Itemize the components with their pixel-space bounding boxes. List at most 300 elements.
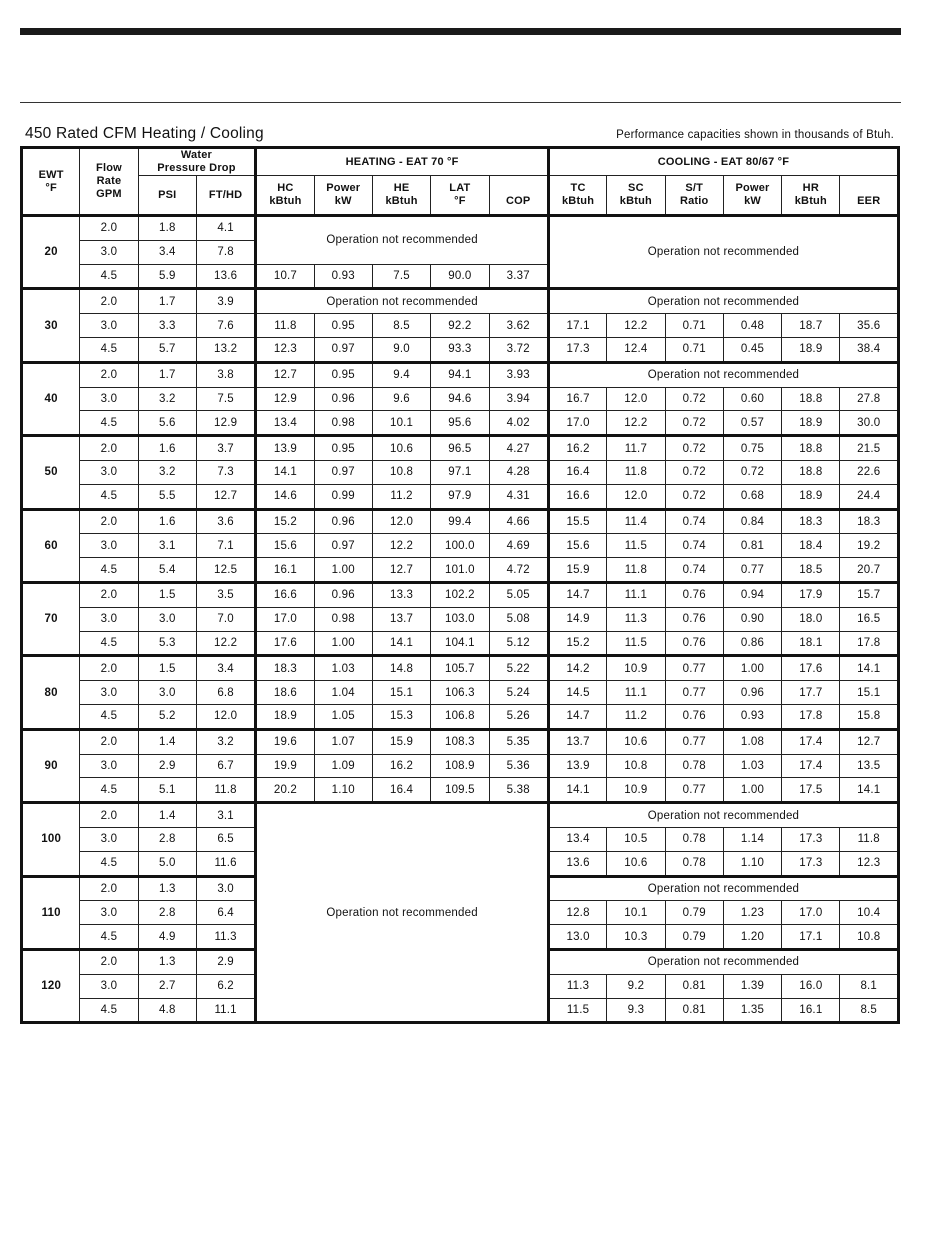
- cooling-cell: 21.5: [840, 436, 899, 461]
- heating-cell: 0.95: [314, 314, 372, 338]
- heating-cell: 92.2: [431, 314, 489, 338]
- cooling-cell: 1.20: [723, 925, 781, 950]
- cooling-cell: 14.2: [548, 656, 606, 681]
- gpm-cell: 2.0: [80, 436, 138, 461]
- gpm-cell: 2.0: [80, 289, 138, 314]
- heating-cell: 10.1: [372, 411, 430, 436]
- cooling-not-recommended: Operation not recommended: [548, 949, 898, 974]
- performance-table: [20, 146, 900, 1024]
- cooling-cell: 10.8: [607, 754, 665, 778]
- heating-cell: 1.07: [314, 729, 372, 754]
- gpm-cell: 2.0: [80, 216, 138, 241]
- fthd-cell: 4.1: [196, 216, 255, 241]
- table-row: [22, 436, 899, 461]
- header-hr: HR kBtuh: [782, 176, 840, 216]
- cooling-cell: 11.5: [607, 534, 665, 558]
- cooling-cell: 14.1: [840, 656, 899, 681]
- cooling-cell: 0.76: [665, 704, 723, 729]
- cooling-cell: 12.2: [607, 411, 665, 436]
- heating-cell: 4.27: [489, 436, 548, 461]
- heating-cell: 15.9: [372, 729, 430, 754]
- heating-cell: 14.1: [256, 460, 314, 484]
- gpm-cell: 2.0: [80, 949, 138, 974]
- gpm-cell: 2.0: [80, 656, 138, 681]
- cooling-cell: 0.77: [665, 778, 723, 803]
- heating-not-recommended: Operation not recommended: [256, 803, 549, 1023]
- heating-cell: 1.10: [314, 778, 372, 803]
- cooling-not-recommended: Operation not recommended: [548, 362, 898, 387]
- cooling-cell: 0.81: [665, 974, 723, 998]
- heating-cell: 12.2: [372, 534, 430, 558]
- cooling-cell: 0.72: [665, 411, 723, 436]
- gpm-cell: 4.5: [80, 411, 138, 436]
- heating-cell: 0.97: [314, 460, 372, 484]
- heating-cell: 97.9: [431, 484, 489, 509]
- heating-cell: 102.2: [431, 582, 489, 607]
- cooling-cell: 10.6: [607, 851, 665, 876]
- psi-cell: 2.7: [138, 974, 196, 998]
- cooling-cell: 17.3: [548, 337, 606, 362]
- header-heating: HEATING - EAT 70 °F: [256, 148, 549, 176]
- cooling-cell: 0.79: [665, 901, 723, 925]
- cooling-cell: 10.1: [607, 901, 665, 925]
- header-cop: COP: [489, 176, 548, 216]
- cooling-cell: 12.3: [840, 851, 899, 876]
- cooling-cell: 0.77: [665, 681, 723, 705]
- cooling-cell: 0.76: [665, 631, 723, 656]
- gpm-cell: 4.5: [80, 704, 138, 729]
- header-hc: HC kBtuh: [256, 176, 314, 216]
- cooling-cell: 17.5: [782, 778, 840, 803]
- cooling-cell: 15.9: [548, 558, 606, 583]
- header-cooling-power: Power kW: [723, 176, 781, 216]
- fthd-cell: 7.0: [196, 607, 255, 631]
- heating-cell: 18.9: [256, 704, 314, 729]
- table-row: [22, 704, 899, 729]
- ewt-value: 80: [22, 656, 80, 729]
- cooling-cell: 0.78: [665, 754, 723, 778]
- cooling-cell: 16.4: [548, 460, 606, 484]
- heating-cell: 3.62: [489, 314, 548, 338]
- gpm-cell: 3.0: [80, 240, 138, 264]
- cooling-cell: 0.72: [723, 460, 781, 484]
- heating-cell: 4.31: [489, 484, 548, 509]
- header-he: HE kBtuh: [372, 176, 430, 216]
- heating-cell: 100.0: [431, 534, 489, 558]
- cooling-cell: 12.0: [607, 484, 665, 509]
- heating-cell: 4.72: [489, 558, 548, 583]
- gpm-cell: 2.0: [80, 509, 138, 534]
- fthd-cell: 6.7: [196, 754, 255, 778]
- header-ft-hd: FT/HD: [196, 176, 255, 216]
- gpm-cell: 4.5: [80, 925, 138, 950]
- fthd-cell: 3.8: [196, 362, 255, 387]
- psi-cell: 4.9: [138, 925, 196, 950]
- cooling-cell: 10.8: [840, 925, 899, 950]
- heating-cell: 96.5: [431, 436, 489, 461]
- heating-cell: 16.4: [372, 778, 430, 803]
- ewt-value: 60: [22, 509, 80, 582]
- cooling-cell: 0.77: [665, 729, 723, 754]
- ewt-value: 120: [22, 949, 80, 1022]
- heating-cell: 93.3: [431, 337, 489, 362]
- cooling-cell: 10.3: [607, 925, 665, 950]
- heating-cell: 11.8: [256, 314, 314, 338]
- fthd-cell: 12.2: [196, 631, 255, 656]
- heating-cell: 94.6: [431, 387, 489, 411]
- header-sc: SC kBtuh: [607, 176, 665, 216]
- heating-cell: 10.7: [256, 264, 314, 289]
- cooling-cell: 19.2: [840, 534, 899, 558]
- psi-cell: 1.5: [138, 582, 196, 607]
- cooling-not-recommended: Operation not recommended: [548, 216, 898, 289]
- fthd-cell: 7.6: [196, 314, 255, 338]
- psi-cell: 5.4: [138, 558, 196, 583]
- heating-cell: 1.00: [314, 631, 372, 656]
- fthd-cell: 11.3: [196, 925, 255, 950]
- cooling-cell: 10.9: [607, 656, 665, 681]
- cooling-cell: 18.9: [782, 484, 840, 509]
- ewt-value: 50: [22, 436, 80, 509]
- cooling-cell: 20.7: [840, 558, 899, 583]
- cooling-cell: 0.77: [665, 656, 723, 681]
- cooling-cell: 0.57: [723, 411, 781, 436]
- psi-cell: 2.9: [138, 754, 196, 778]
- gpm-cell: 3.0: [80, 901, 138, 925]
- cooling-cell: 16.1: [782, 998, 840, 1023]
- fthd-cell: 3.0: [196, 876, 255, 901]
- cooling-cell: 1.08: [723, 729, 781, 754]
- gpm-cell: 2.0: [80, 876, 138, 901]
- psi-cell: 5.6: [138, 411, 196, 436]
- cooling-cell: 0.75: [723, 436, 781, 461]
- ewt-value: 20: [22, 216, 80, 289]
- psi-cell: 1.4: [138, 803, 196, 828]
- heating-cell: 0.93: [314, 264, 372, 289]
- cooling-cell: 18.3: [840, 509, 899, 534]
- heating-cell: 0.96: [314, 582, 372, 607]
- gpm-cell: 2.0: [80, 729, 138, 754]
- psi-cell: 3.0: [138, 607, 196, 631]
- psi-cell: 3.2: [138, 460, 196, 484]
- cooling-cell: 11.7: [607, 436, 665, 461]
- cooling-cell: 11.3: [548, 974, 606, 998]
- heating-cell: 9.0: [372, 337, 430, 362]
- cooling-cell: 13.0: [548, 925, 606, 950]
- cooling-cell: 15.1: [840, 681, 899, 705]
- cooling-cell: 18.4: [782, 534, 840, 558]
- table-row: [22, 754, 899, 778]
- cooling-cell: 0.48: [723, 314, 781, 338]
- psi-cell: 2.8: [138, 827, 196, 851]
- fthd-cell: 13.2: [196, 337, 255, 362]
- heating-cell: 15.3: [372, 704, 430, 729]
- gpm-cell: 3.0: [80, 974, 138, 998]
- fthd-cell: 2.9: [196, 949, 255, 974]
- cooling-cell: 0.76: [665, 582, 723, 607]
- gpm-cell: 2.0: [80, 362, 138, 387]
- cooling-cell: 12.2: [607, 314, 665, 338]
- psi-cell: 1.8: [138, 216, 196, 241]
- heating-cell: 5.36: [489, 754, 548, 778]
- fthd-cell: 12.9: [196, 411, 255, 436]
- cooling-cell: 14.1: [548, 778, 606, 803]
- fthd-cell: 7.8: [196, 240, 255, 264]
- heating-cell: 13.3: [372, 582, 430, 607]
- cooling-cell: 30.0: [840, 411, 899, 436]
- fthd-cell: 11.8: [196, 778, 255, 803]
- heating-cell: 106.3: [431, 681, 489, 705]
- psi-cell: 5.9: [138, 264, 196, 289]
- cooling-cell: 18.8: [782, 436, 840, 461]
- table-row: [22, 534, 899, 558]
- heating-cell: 15.2: [256, 509, 314, 534]
- cooling-cell: 10.5: [607, 827, 665, 851]
- heating-cell: 5.05: [489, 582, 548, 607]
- heating-cell: 3.93: [489, 362, 548, 387]
- cooling-cell: 18.5: [782, 558, 840, 583]
- table-note: Performance capacities shown in thousands of Btuh.: [616, 129, 894, 141]
- heating-cell: 4.02: [489, 411, 548, 436]
- cooling-cell: 13.4: [548, 827, 606, 851]
- cooling-cell: 11.4: [607, 509, 665, 534]
- heating-cell: 104.1: [431, 631, 489, 656]
- cooling-cell: 12.0: [607, 387, 665, 411]
- cooling-cell: 0.90: [723, 607, 781, 631]
- table-row: [22, 314, 899, 338]
- gpm-cell: 4.5: [80, 631, 138, 656]
- psi-cell: 3.1: [138, 534, 196, 558]
- cooling-cell: 18.7: [782, 314, 840, 338]
- header-cooling: COOLING - EAT 80/67 °F: [548, 148, 898, 176]
- heating-cell: 5.26: [489, 704, 548, 729]
- ewt-value: 30: [22, 289, 80, 362]
- cooling-cell: 0.74: [665, 534, 723, 558]
- heating-cell: 13.7: [372, 607, 430, 631]
- heating-cell: 0.99: [314, 484, 372, 509]
- heating-cell: 4.66: [489, 509, 548, 534]
- fthd-cell: 3.9: [196, 289, 255, 314]
- cooling-cell: 17.6: [782, 656, 840, 681]
- cooling-cell: 16.7: [548, 387, 606, 411]
- table-row: [22, 558, 899, 583]
- gpm-cell: 3.0: [80, 534, 138, 558]
- heating-cell: 108.9: [431, 754, 489, 778]
- heating-cell: 15.1: [372, 681, 430, 705]
- header-ewt: EWT °F: [22, 148, 80, 216]
- heating-cell: 4.69: [489, 534, 548, 558]
- heating-cell: 12.9: [256, 387, 314, 411]
- table-row: [22, 337, 899, 362]
- cooling-cell: 15.7: [840, 582, 899, 607]
- heating-cell: 14.6: [256, 484, 314, 509]
- cooling-cell: 11.2: [607, 704, 665, 729]
- heating-cell: 14.1: [372, 631, 430, 656]
- gpm-cell: 4.5: [80, 998, 138, 1023]
- heating-cell: 9.4: [372, 362, 430, 387]
- heating-cell: 8.5: [372, 314, 430, 338]
- heating-cell: 106.8: [431, 704, 489, 729]
- gpm-cell: 4.5: [80, 558, 138, 583]
- cooling-cell: 11.5: [607, 631, 665, 656]
- table-row: [22, 607, 899, 631]
- heating-cell: 1.09: [314, 754, 372, 778]
- cooling-cell: 1.03: [723, 754, 781, 778]
- psi-cell: 2.8: [138, 901, 196, 925]
- cooling-cell: 13.9: [548, 754, 606, 778]
- cooling-cell: 8.5: [840, 998, 899, 1023]
- cooling-cell: 0.77: [723, 558, 781, 583]
- heating-cell: 0.95: [314, 362, 372, 387]
- cooling-cell: 27.8: [840, 387, 899, 411]
- cooling-cell: 13.6: [548, 851, 606, 876]
- heating-cell: 12.0: [372, 509, 430, 534]
- cooling-cell: 10.9: [607, 778, 665, 803]
- fthd-cell: 11.1: [196, 998, 255, 1023]
- fthd-cell: 7.1: [196, 534, 255, 558]
- cooling-cell: 0.71: [665, 314, 723, 338]
- heating-cell: 13.4: [256, 411, 314, 436]
- fthd-cell: 6.2: [196, 974, 255, 998]
- cooling-cell: 17.1: [782, 925, 840, 950]
- cooling-cell: 0.72: [665, 387, 723, 411]
- cooling-cell: 15.6: [548, 534, 606, 558]
- cooling-cell: 1.23: [723, 901, 781, 925]
- heating-cell: 97.1: [431, 460, 489, 484]
- psi-cell: 5.5: [138, 484, 196, 509]
- fthd-cell: 3.5: [196, 582, 255, 607]
- cooling-cell: 17.8: [840, 631, 899, 656]
- cooling-cell: 14.9: [548, 607, 606, 631]
- cooling-cell: 8.1: [840, 974, 899, 998]
- psi-cell: 5.3: [138, 631, 196, 656]
- cooling-cell: 0.78: [665, 851, 723, 876]
- cooling-cell: 0.72: [665, 460, 723, 484]
- heating-cell: 0.97: [314, 534, 372, 558]
- heating-cell: 3.37: [489, 264, 548, 289]
- fthd-cell: 12.5: [196, 558, 255, 583]
- cooling-cell: 0.72: [665, 436, 723, 461]
- psi-cell: 1.3: [138, 876, 196, 901]
- cooling-cell: 11.1: [607, 681, 665, 705]
- heating-cell: 4.28: [489, 460, 548, 484]
- cooling-cell: 1.00: [723, 656, 781, 681]
- table-row: [22, 778, 899, 803]
- gpm-cell: 3.0: [80, 607, 138, 631]
- heating-cell: 94.1: [431, 362, 489, 387]
- heating-cell: 5.22: [489, 656, 548, 681]
- heating-cell: 17.6: [256, 631, 314, 656]
- heating-cell: 90.0: [431, 264, 489, 289]
- psi-cell: 1.3: [138, 949, 196, 974]
- cooling-cell: 15.2: [548, 631, 606, 656]
- heating-cell: 1.05: [314, 704, 372, 729]
- cooling-cell: 0.45: [723, 337, 781, 362]
- heating-cell: 20.2: [256, 778, 314, 803]
- heating-cell: 3.94: [489, 387, 548, 411]
- cooling-cell: 0.93: [723, 704, 781, 729]
- heating-cell: 95.6: [431, 411, 489, 436]
- gpm-cell: 4.5: [80, 851, 138, 876]
- cooling-cell: 11.3: [607, 607, 665, 631]
- cooling-cell: 12.4: [607, 337, 665, 362]
- fthd-cell: 7.5: [196, 387, 255, 411]
- cooling-cell: 11.8: [840, 827, 899, 851]
- table-row: [22, 656, 899, 681]
- cooling-cell: 18.8: [782, 460, 840, 484]
- cooling-cell: 24.4: [840, 484, 899, 509]
- psi-cell: 1.4: [138, 729, 196, 754]
- heating-cell: 15.6: [256, 534, 314, 558]
- ewt-value: 110: [22, 876, 80, 949]
- cooling-cell: 18.8: [782, 387, 840, 411]
- cooling-cell: 12.7: [840, 729, 899, 754]
- cooling-cell: 1.00: [723, 778, 781, 803]
- cooling-cell: 18.0: [782, 607, 840, 631]
- table-row: [22, 729, 899, 754]
- cooling-not-recommended: Operation not recommended: [548, 803, 898, 828]
- cooling-cell: 12.8: [548, 901, 606, 925]
- table-body: [22, 216, 899, 1023]
- ewt-value: 40: [22, 362, 80, 435]
- cooling-cell: 17.4: [782, 729, 840, 754]
- fthd-cell: 6.8: [196, 681, 255, 705]
- cooling-cell: 0.74: [665, 558, 723, 583]
- psi-cell: 4.8: [138, 998, 196, 1023]
- heating-cell: 18.6: [256, 681, 314, 705]
- heating-cell: 16.6: [256, 582, 314, 607]
- cooling-cell: 10.4: [840, 901, 899, 925]
- cooling-cell: 1.35: [723, 998, 781, 1023]
- fthd-cell: 3.1: [196, 803, 255, 828]
- heating-cell: 1.04: [314, 681, 372, 705]
- fthd-cell: 3.7: [196, 436, 255, 461]
- cooling-cell: 0.78: [665, 827, 723, 851]
- ewt-value: 70: [22, 582, 80, 655]
- gpm-cell: 3.0: [80, 387, 138, 411]
- cooling-cell: 16.5: [840, 607, 899, 631]
- cooling-cell: 1.14: [723, 827, 781, 851]
- psi-cell: 1.5: [138, 656, 196, 681]
- cooling-cell: 15.5: [548, 509, 606, 534]
- heating-cell: 19.6: [256, 729, 314, 754]
- cooling-cell: 11.8: [607, 558, 665, 583]
- header-flow-rate: Flow Rate GPM: [80, 148, 138, 216]
- cooling-cell: 11.5: [548, 998, 606, 1023]
- cooling-cell: 17.8: [782, 704, 840, 729]
- heating-cell: 16.1: [256, 558, 314, 583]
- heating-cell: 3.72: [489, 337, 548, 362]
- heating-cell: 12.7: [372, 558, 430, 583]
- heating-cell: 101.0: [431, 558, 489, 583]
- cooling-not-recommended: Operation not recommended: [548, 876, 898, 901]
- heating-cell: 10.6: [372, 436, 430, 461]
- gpm-cell: 4.5: [80, 337, 138, 362]
- gpm-cell: 3.0: [80, 827, 138, 851]
- cooling-cell: 13.7: [548, 729, 606, 754]
- header-water-pressure-drop: Water Pressure Drop: [138, 148, 256, 176]
- table-row: [22, 631, 899, 656]
- cooling-cell: 17.7: [782, 681, 840, 705]
- cooling-cell: 17.4: [782, 754, 840, 778]
- psi-cell: 5.0: [138, 851, 196, 876]
- fthd-cell: 11.6: [196, 851, 255, 876]
- cooling-cell: 0.96: [723, 681, 781, 705]
- heating-not-recommended: Operation not recommended: [256, 289, 549, 314]
- cooling-cell: 15.8: [840, 704, 899, 729]
- heating-cell: 103.0: [431, 607, 489, 631]
- cooling-cell: 11.8: [607, 460, 665, 484]
